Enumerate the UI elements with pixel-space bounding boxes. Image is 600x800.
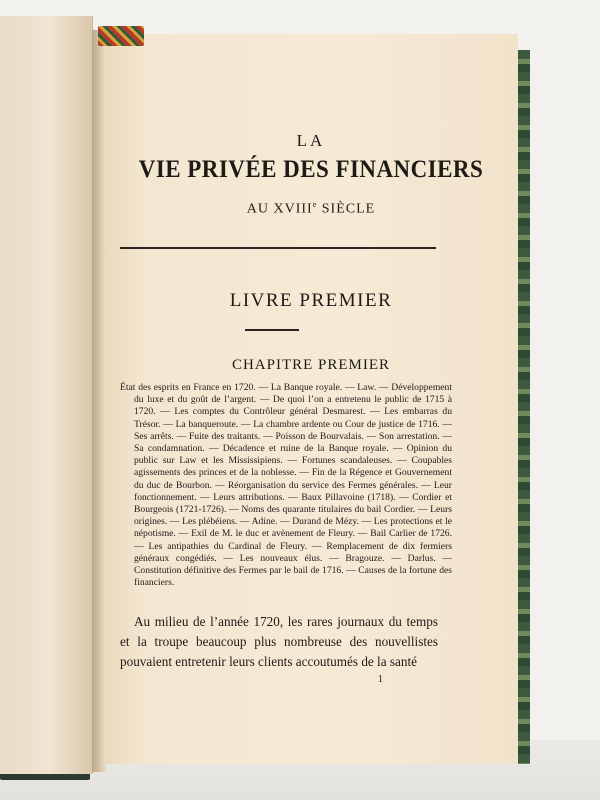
body-paragraph: Au milieu de l’année 1720, les rares journaux du temps et la troupe beaucoup plus nombreuse des nouvellistes pouvaient entretenir leurs clients accoutumés de la santé (120, 614, 438, 669)
part-heading: LIVRE PREMIER (229, 290, 393, 311)
part-divider (245, 329, 299, 331)
book-title: VIE PRIVÉE DES FINANCIERS (138, 156, 484, 183)
marbled-page-edge (516, 50, 530, 764)
chapter-summary: État des esprits en France en 1720. — La Banque royale. — Law. — Développement du luxe et du goût de l’argent. — De quoi l’on a entretenu le public de 1715 à 1720. — Les comptes du Contrôleur général Desmarest. — Les embarras du Trésor. — La banqueroute. — La chambre ardente ou Cour de justice de 1716. — Ses arrêts. — Fuite des traitants. — Poisson de Bourvalais. — Son arrestation. — Sa condamnation. — Décadence et ruine de la Banque royale. — Opinion du public sur Law et les Mississipiens. — Fortunes scandaleuses. — Coupables agissements des princes et de la noblesse. — Fin de la Régence et Gouvernement du duc de Bourbon. — Réorganisation du service des Fermes générales. — Leur fonctionnement. — Leurs attributions. — Baux Pillavoine (1718). — Cordier et Bourgeois (1721-1726). — Noms des quarante titulaires du bail Cordier. — Leurs origines. — Les plébéiens. — Adine. — Durand de Mézy. — Les protections et le népotisme. — Exil de M. le duc et avènement de Fleury. — Bail Carlier de 1726. — Les antipathies du Cardinal de Fleury. — Remplacement de dix fermiers généraux congédiés. — Les nouveaux élus. — Bragouze. — Darlus. — Constitution définitive des Fermes par le bail de 1716. — Causes de la fortune des financiers. (120, 382, 452, 589)
title-article: LA (296, 131, 326, 150)
bookmark-ribbon (98, 26, 144, 46)
page-number: 1 (378, 674, 383, 685)
title-divider (120, 247, 436, 249)
chapter-heading: CHAPITRE PREMIER (231, 357, 391, 373)
left-page (0, 16, 93, 774)
book-subtitle: AU XVIIIe SIÈCLE (246, 200, 376, 217)
right-page (104, 34, 518, 764)
